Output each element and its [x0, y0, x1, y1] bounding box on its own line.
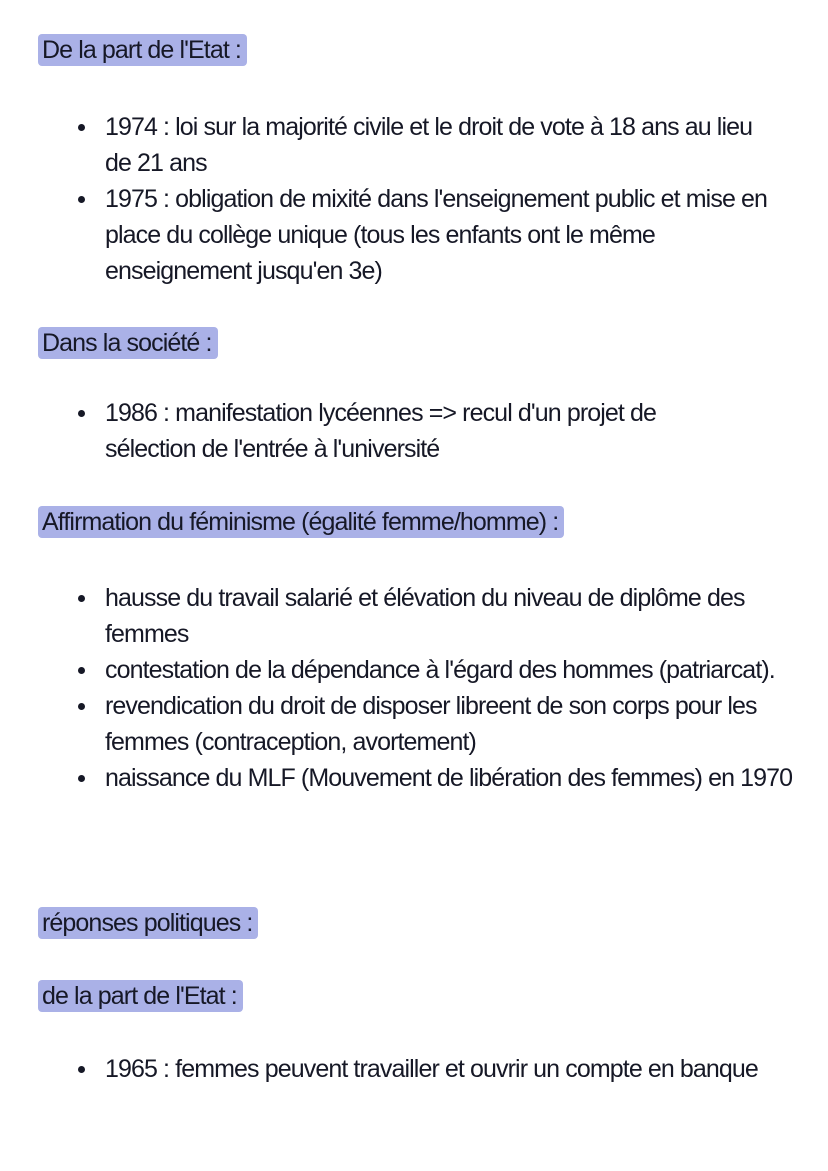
list-item [78, 181, 778, 289]
list-item [78, 395, 718, 467]
bullet-list-etat-2 [78, 1051, 758, 1087]
bullet-list-societe [78, 395, 718, 467]
list-item [78, 1051, 758, 1087]
list-item [78, 652, 793, 688]
section-heading-societe: Dans la société : [38, 327, 218, 359]
list-item-text: 1975 : obligation de mixité dans l'enseignement public et mise en place du collège unique (tous les enfants ont le même enseignement jusqu'en 3e) [105, 185, 767, 285]
list-item [78, 109, 778, 181]
list-item [78, 688, 793, 760]
bullet-list-feminisme [78, 580, 793, 796]
list-item-text: 1974 : loi sur la majorité civile et le droit de vote à 18 ans au lieu de 21 ans [105, 113, 753, 177]
list-item-text: 1986 : manifestation lycéennes => recul d'un projet de sélection de l'entrée à l'université [105, 399, 657, 463]
bullet-icon [78, 775, 85, 782]
list-item [78, 580, 793, 652]
list-item-text: revendication du droit de disposer libreent de son corps pour les femmes (contraception, avortement) [105, 692, 757, 756]
list-item-text: contestation de la dépendance à l'égard des hommes (patriarcat). [105, 656, 775, 684]
bullet-list-etat [78, 109, 778, 289]
section-heading-etat-2: de la part de l'Etat : [38, 980, 243, 1012]
bullet-icon [78, 124, 85, 131]
list-item-text: hausse du travail salarié et élévation du niveau de diplôme des femmes [105, 584, 745, 648]
list-item-text: 1965 : femmes peuvent travailler et ouvrir un compte en banque [105, 1055, 758, 1083]
section-heading-etat: De la part de l'Etat : [38, 34, 247, 66]
section-heading-reponses: réponses politiques : [38, 907, 258, 939]
list-item [78, 760, 793, 796]
bullet-icon [78, 196, 85, 203]
bullet-icon [78, 595, 85, 602]
bullet-icon [78, 410, 85, 417]
bullet-icon [78, 703, 85, 710]
section-heading-feminisme: Affirmation du féminisme (égalité femme/homme) : [38, 506, 564, 538]
bullet-icon [78, 1066, 85, 1073]
bullet-icon [78, 667, 85, 674]
list-item-text: naissance du MLF (Mouvement de libération des femmes) en 1970 [105, 764, 793, 792]
